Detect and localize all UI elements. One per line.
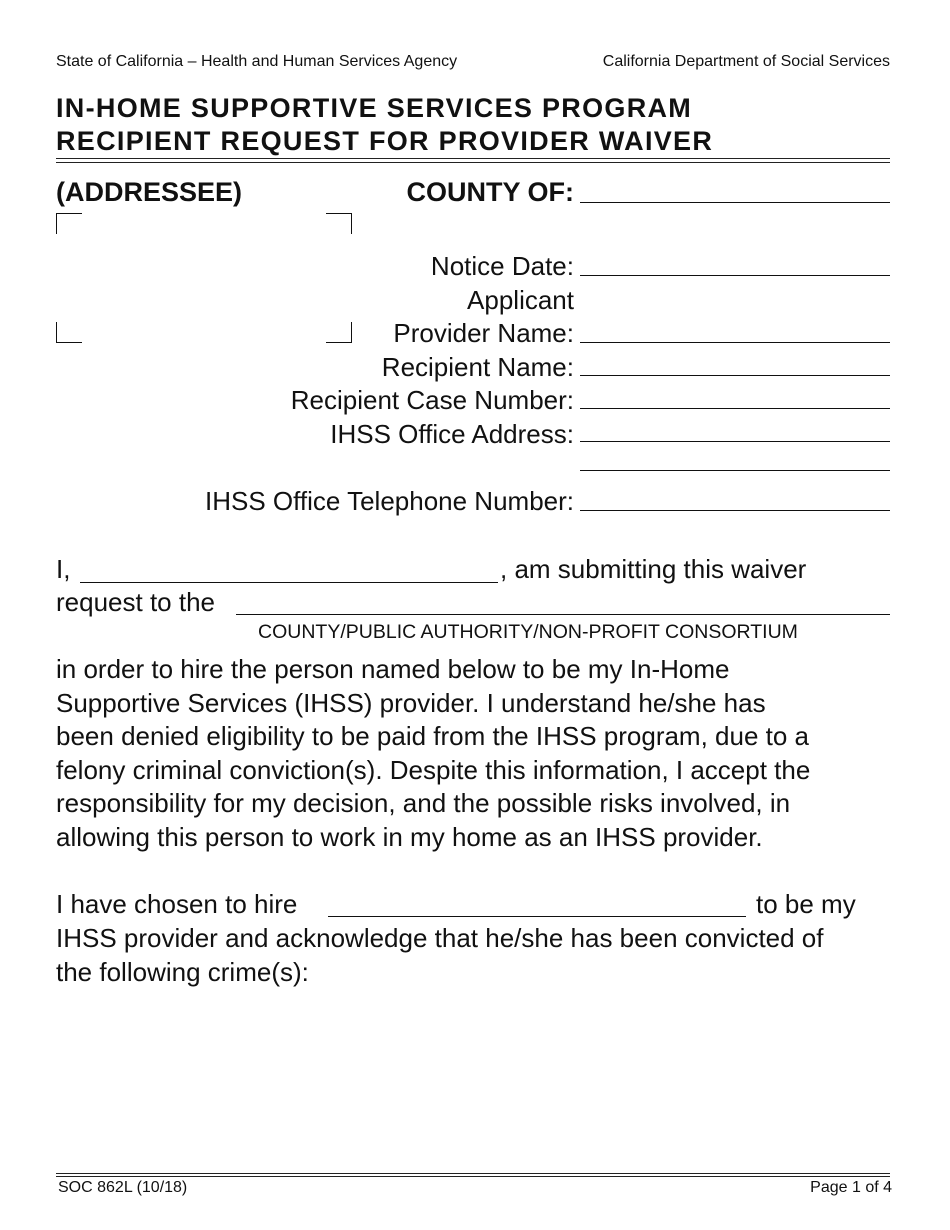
paragraph-line: felony criminal conviction(s). Despite this information, I accept the xyxy=(56,754,811,785)
title-divider-top xyxy=(56,158,890,159)
address-corner-top-right xyxy=(326,213,352,234)
applicant-label: Applicant xyxy=(467,285,574,315)
recipient-case-number-label: Recipient Case Number: xyxy=(290,385,574,415)
provider-hire-name-field[interactable] xyxy=(328,916,746,917)
chosen-prefix: I have chosen to hire xyxy=(56,889,298,919)
paragraph-line: responsibility for my decision, and the possible risks involved, in xyxy=(56,788,791,819)
chosen-line2: IHSS provider and acknowledge that he/she has been convicted of xyxy=(56,923,824,953)
form-title-line1: IN-HOME SUPPORTIVE SERVICES PROGRAM xyxy=(56,93,693,123)
address-corner-top-left xyxy=(56,213,82,234)
department-header: California Department of Social Services xyxy=(602,53,890,70)
paragraph-line: Supportive Services (IHSS) provider. I understand he/she has xyxy=(56,687,766,718)
agency-header: State of California – Health and Human Services Agency xyxy=(56,53,458,70)
provider-name-label: Provider Name: xyxy=(393,318,574,348)
entity-caption: COUNTY/PUBLIC AUTHORITY/NON-PROFIT CONSORTIUM xyxy=(258,621,798,643)
addressee-label: (ADDRESSEE) xyxy=(56,177,243,207)
recipient-signature-name-field[interactable] xyxy=(80,582,498,583)
notice-date-field[interactable] xyxy=(580,275,890,276)
office-telephone-label: IHSS Office Telephone Number: xyxy=(204,486,574,516)
county-field[interactable] xyxy=(580,202,890,203)
title-divider-bottom xyxy=(56,162,890,163)
county-label: COUNTY OF: xyxy=(406,177,574,207)
address-corner-bottom-left xyxy=(56,322,82,343)
paragraph-line: been denied eligibility to be paid from the IHSS program, due to a xyxy=(56,721,810,752)
office-address-label: IHSS Office Address: xyxy=(330,419,574,449)
provider-name-field[interactable] xyxy=(580,342,890,343)
paragraph-line: in order to hire the person named below to be my In-Home xyxy=(56,654,730,684)
entity-field[interactable] xyxy=(236,614,890,615)
form-title-line2: RECIPIENT REQUEST FOR PROVIDER WAIVER xyxy=(56,126,714,156)
footer-divider-top xyxy=(56,1173,890,1174)
form-number: SOC 862L (10/18) xyxy=(58,1179,188,1196)
statement-i-prefix: I, xyxy=(56,554,71,584)
recipient-case-number-field[interactable] xyxy=(580,408,890,409)
paragraph-line: allowing this person to work in my home as an IHSS provider. xyxy=(56,821,763,852)
recipient-name-field[interactable] xyxy=(580,375,890,376)
address-corner-bottom-right xyxy=(326,322,352,343)
recipient-name-label: Recipient Name: xyxy=(381,352,574,382)
statement-request-to: request to the xyxy=(56,587,215,617)
footer-divider-bottom xyxy=(56,1176,890,1177)
office-address-field-line1[interactable] xyxy=(580,441,890,442)
notice-date-label: Notice Date: xyxy=(430,251,574,281)
office-telephone-field[interactable] xyxy=(580,510,890,511)
statement-submitting: , am submitting this waiver xyxy=(500,554,807,584)
statement-paragraph xyxy=(56,653,896,855)
page-number: Page 1 of 4 xyxy=(810,1179,892,1196)
office-address-field-line2[interactable] xyxy=(580,470,890,471)
chosen-suffix: to be my xyxy=(756,889,856,919)
chosen-line3: the following crime(s): xyxy=(56,957,309,987)
